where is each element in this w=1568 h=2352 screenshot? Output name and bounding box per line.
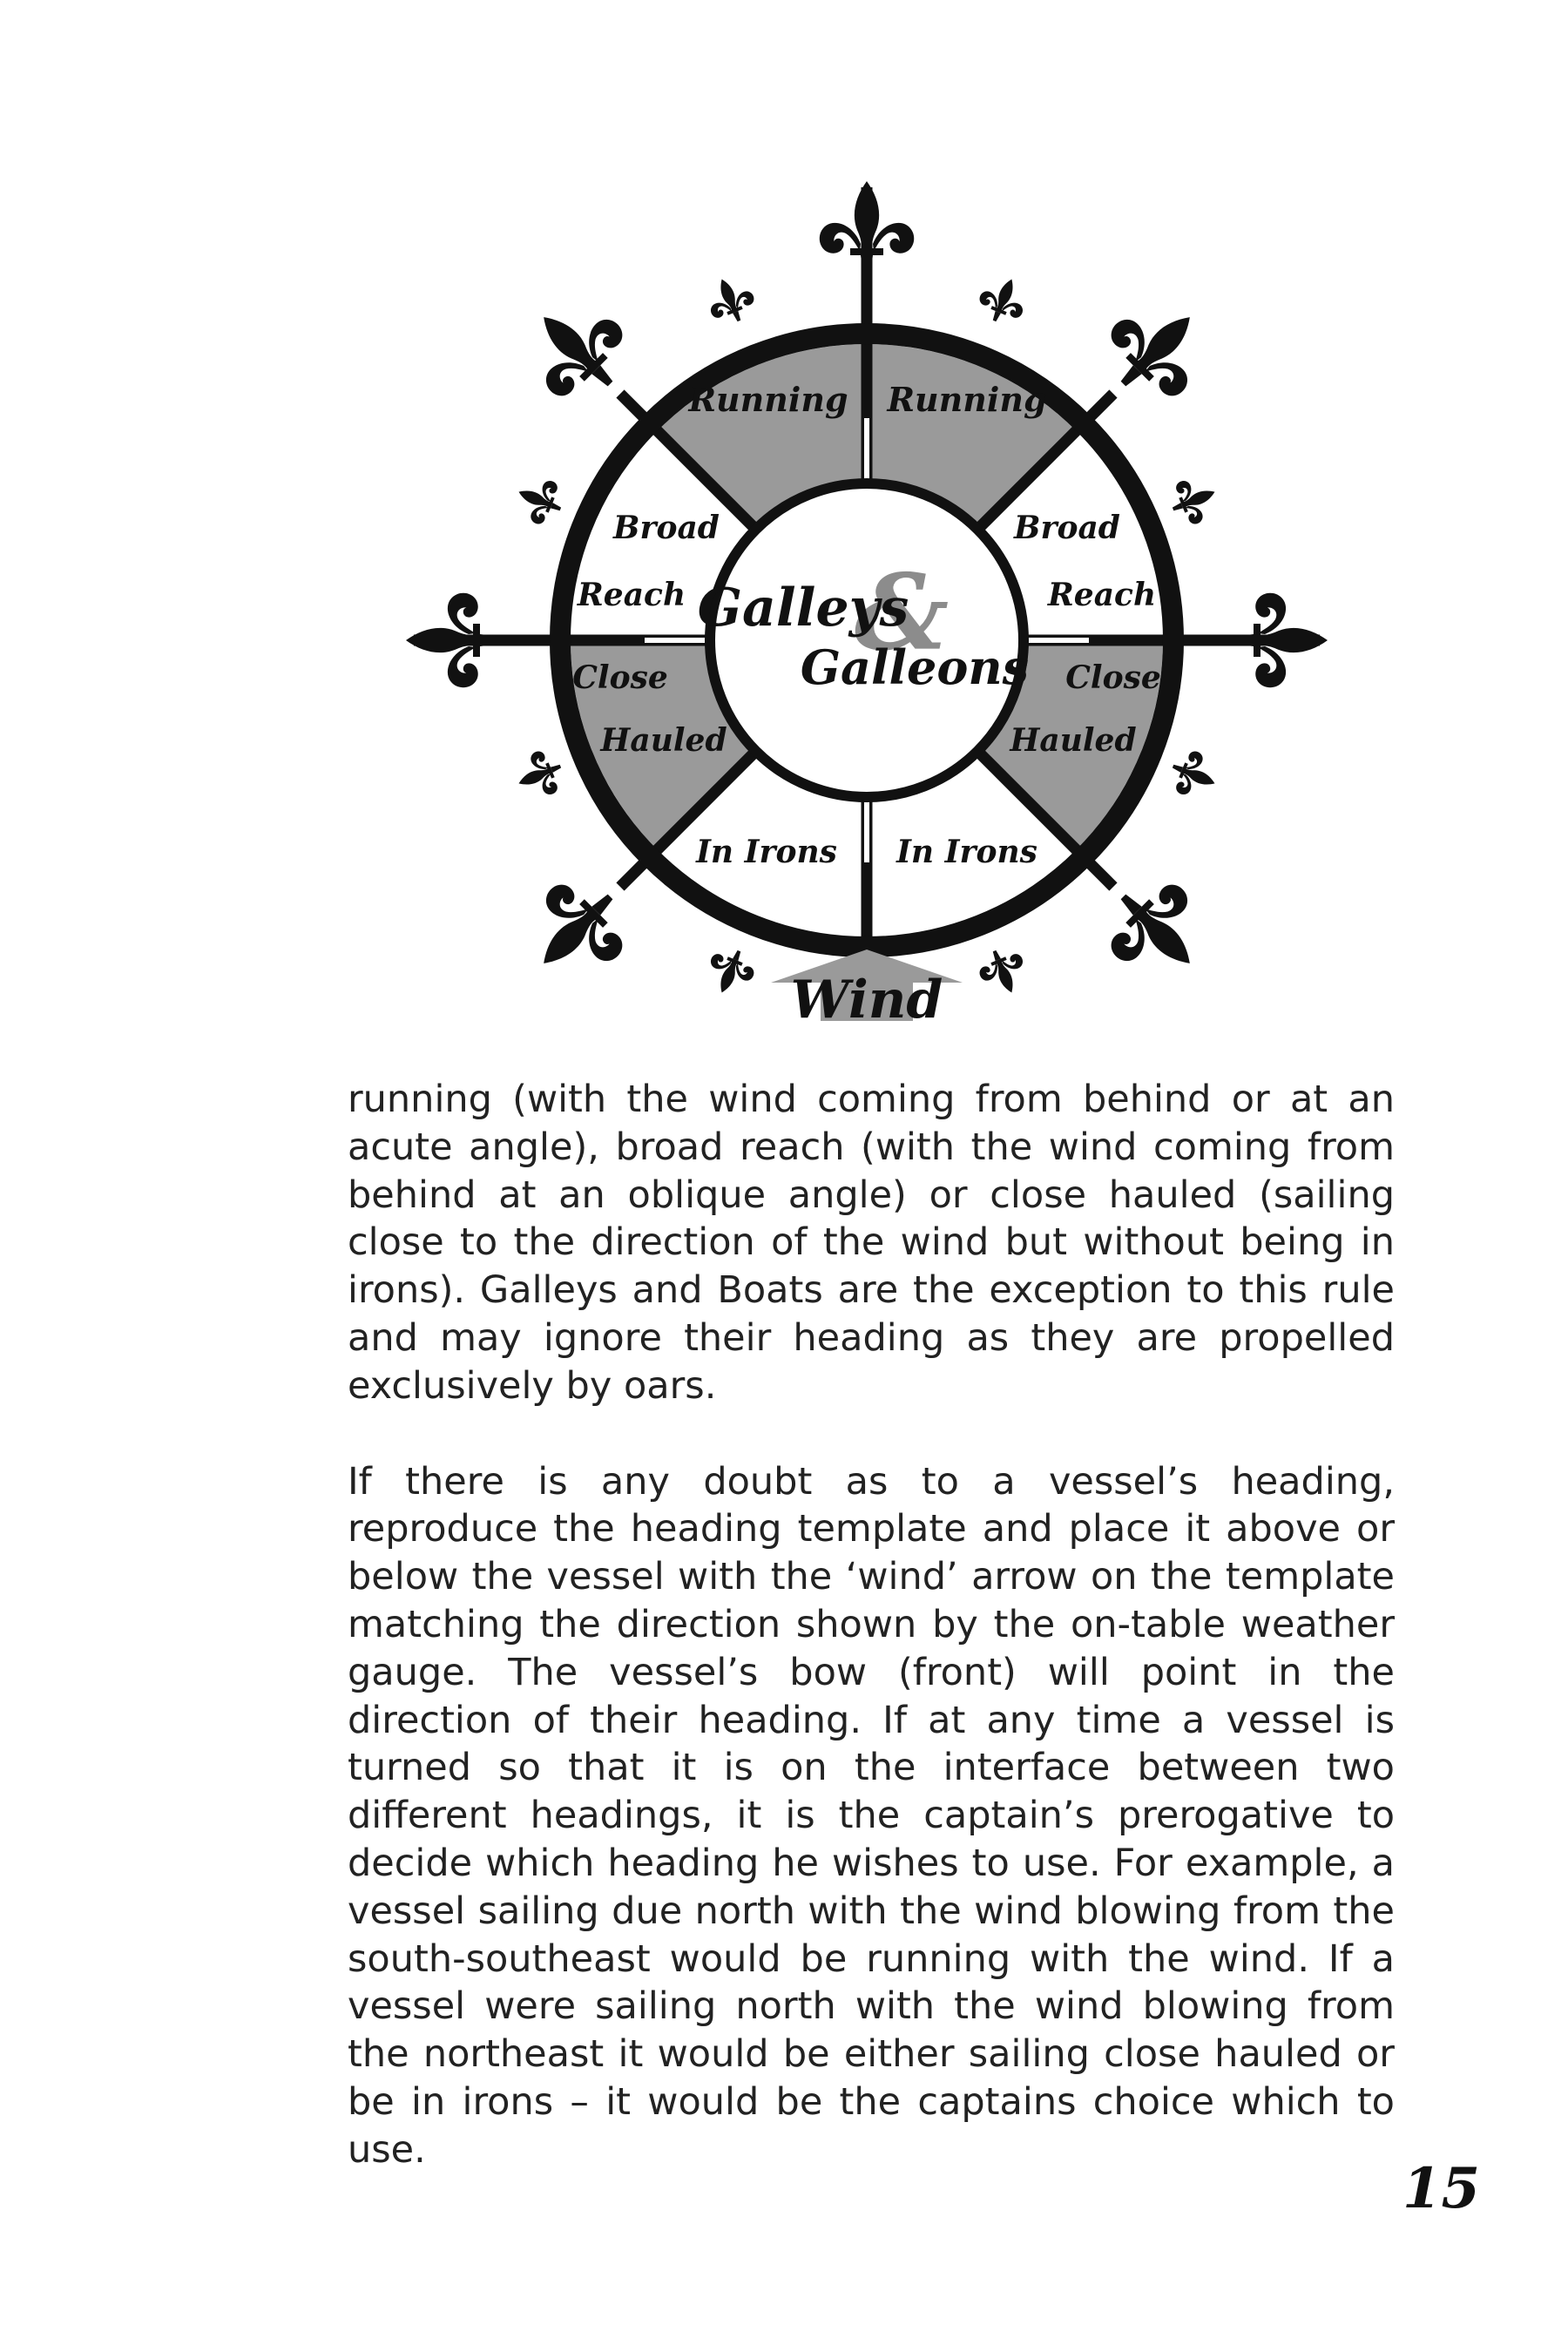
- logo-ampersand: &: [854, 551, 950, 674]
- label-broad-right-1: Broad: [1014, 510, 1120, 546]
- wind-arrow: [771, 950, 963, 1031]
- label-running-right: Running: [887, 380, 1047, 419]
- label-close-left-1: Close: [572, 659, 668, 696]
- logo-line1: Galleys: [697, 578, 909, 639]
- page-number: 15: [1402, 2156, 1481, 2221]
- label-close-left-2: Hauled: [600, 722, 727, 759]
- label-broad-left-2: Reach: [577, 577, 686, 613]
- label-close-right-1: Close: [1065, 659, 1161, 696]
- logo-line2: Galleons: [800, 639, 1030, 695]
- paragraph-1: running (with the wind coming from behind or at an acute angle), broad reach (with the wind coming from behind at an oblique angle) or close hauled (sailing close to the direction of the wind but without being in irons). Galleys and Boats are the exception to this rule and may ignore their heading as they are propelled exclusively by oars.: [348, 1078, 1395, 1408]
- label-close-right-2: Hauled: [1010, 722, 1137, 759]
- body-text: [348, 1076, 1395, 2174]
- paragraph-2: If there is any doubt as to a vessel’s heading, reproduce the heading template and place it above or below the vessel with the ‘wind’ arrow on the template matching the direction shown by the on-table weather gauge. The vessel’s bow (front) will point in the direction of their heading. If at any time a vessel is turned so that it is on the interface between two different headings, it is the captain’s prerogative to decide which heading he wishes to use. For example, a vessel sailing due north with the wind blowing from the south-southeast would be running with the wind. If a vessel were sailing north with the wind blowing from the northeast it would be either sailing close hauled or be in irons – it would be the captains choice which to use.: [348, 1459, 1395, 2172]
- label-broad-right-2: Reach: [1047, 577, 1157, 613]
- label-irons-left: In Irons: [696, 834, 837, 870]
- wind-label: Wind: [790, 970, 943, 1031]
- label-irons-right: In Irons: [896, 834, 1037, 870]
- label-broad-left-1: Broad: [613, 510, 720, 546]
- label-running-left: Running: [688, 380, 848, 419]
- heading-template-diagram: [0, 0, 1568, 1045]
